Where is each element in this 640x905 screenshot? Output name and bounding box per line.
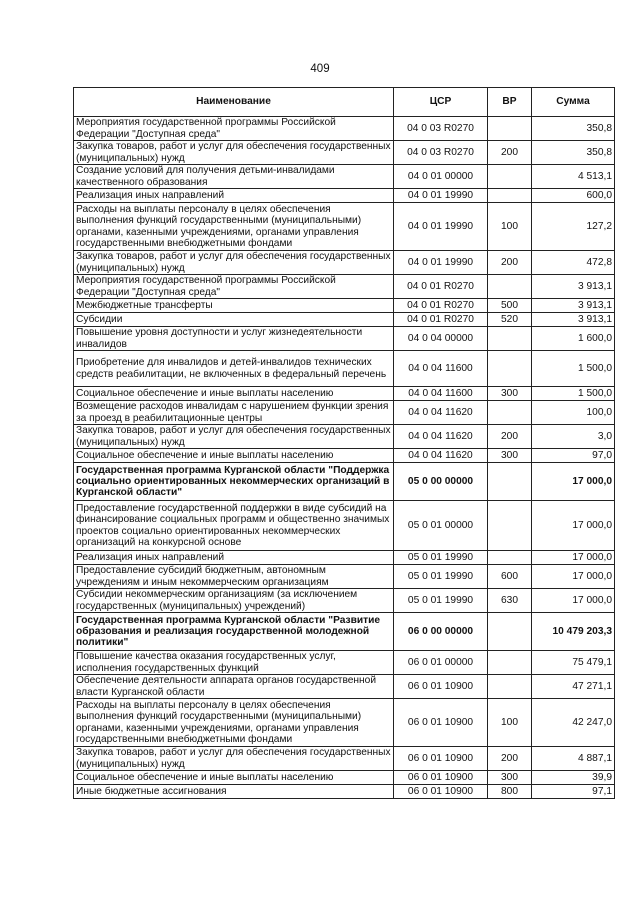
row-sum: 17 000,0 [532,565,615,589]
row-csr: 04 0 03 R0270 [394,117,488,141]
row-vr [488,463,532,501]
row-sum: 17 000,0 [532,501,615,551]
row-sum: 39,9 [532,771,615,785]
table-row [74,165,615,189]
row-csr: 06 0 01 10900 [394,675,488,699]
row-vr [488,551,532,565]
row-name: Реализация иных направлений [74,189,394,203]
table-row [74,425,615,449]
row-sum: 97,1 [532,785,615,799]
row-vr: 300 [488,387,532,401]
row-csr: 04 0 01 00000 [394,165,488,189]
table-row [74,589,615,613]
row-vr [488,189,532,203]
row-sum: 472,8 [532,251,615,275]
row-name: Создание условий для получения детьми-инвалидами качественного образования [74,165,394,189]
row-csr: 05 0 00 00000 [394,463,488,501]
row-csr: 06 0 01 00000 [394,651,488,675]
row-vr: 200 [488,425,532,449]
row-vr [488,327,532,351]
table-row [74,501,615,551]
row-sum: 97,0 [532,449,615,463]
row-csr: 04 0 03 R0270 [394,141,488,165]
row-vr: 100 [488,203,532,251]
table-row [74,351,615,387]
table-row [74,613,615,651]
row-csr: 04 0 04 11620 [394,401,488,425]
row-vr: 200 [488,251,532,275]
row-sum: 600,0 [532,189,615,203]
row-csr: 06 0 01 10900 [394,771,488,785]
row-name: Иные бюджетные ассигнования [74,785,394,799]
table-row [74,327,615,351]
row-name: Возмещение расходов инвалидам с нарушением функции зрения за проезд в реабилитационные центры [74,401,394,425]
row-csr: 06 0 01 10900 [394,747,488,771]
table-row [74,275,615,299]
table-row [74,189,615,203]
table-row [74,651,615,675]
row-name: Закупка товаров, работ и услуг для обеспечения государственных (муниципальных) нужд [74,141,394,165]
row-name: Мероприятия государственной программы Российской Федерации "Доступная среда" [74,275,394,299]
row-csr: 04 0 01 R0270 [394,313,488,327]
row-name: Субсидии [74,313,394,327]
row-vr [488,117,532,141]
row-csr: 04 0 01 19990 [394,251,488,275]
table-row [74,387,615,401]
table-row [74,747,615,771]
table-row [74,463,615,501]
row-csr: 04 0 04 11620 [394,425,488,449]
row-sum: 350,8 [532,117,615,141]
row-csr: 04 0 04 11600 [394,387,488,401]
row-csr: 04 0 01 19990 [394,203,488,251]
row-vr [488,401,532,425]
row-sum: 350,8 [532,141,615,165]
row-name: Расходы на выплаты персоналу в целях обеспечения выполнения функций государственными (муниципальными) органами, казенными учреждениями, органами управления государственными внебюджетными фондами [74,203,394,251]
row-vr [488,275,532,299]
row-name: Предоставление субсидий бюджетным, автономным учреждениям и иным некоммерческим организациям [74,565,394,589]
row-sum: 3 913,1 [532,313,615,327]
row-name: Закупка товаров, работ и услуг для обеспечения государственных (муниципальных) нужд [74,251,394,275]
row-sum: 10 479 203,3 [532,613,615,651]
row-vr: 500 [488,299,532,313]
row-sum: 3,0 [532,425,615,449]
header-vr: ВР [488,88,532,117]
table-row [74,771,615,785]
row-csr: 06 0 01 10900 [394,785,488,799]
table-row [74,449,615,463]
row-name: Межбюджетные трансферты [74,299,394,313]
table-row [74,675,615,699]
row-vr [488,351,532,387]
row-name: Государственная программа Курганской области "Поддержка социально ориентированных некоммерческих организаций в Курганской области" [74,463,394,501]
row-name: Повышение уровня доступности и услуг жизнедеятельности инвалидов [74,327,394,351]
table-row [74,251,615,275]
row-csr: 05 0 01 19990 [394,551,488,565]
table-row [74,117,615,141]
table-row [74,203,615,251]
row-name: Реализация иных направлений [74,551,394,565]
row-sum: 42 247,0 [532,699,615,747]
row-name: Предоставление государственной поддержки в виде субсидий на финансирование социальных программ и общественно значимых проектов социально ориентированных некоммерческих организаций на конкурсной основе [74,501,394,551]
row-sum: 47 271,1 [532,675,615,699]
table-row [74,141,615,165]
table-row [74,401,615,425]
row-vr: 300 [488,449,532,463]
row-vr [488,165,532,189]
row-name: Социальное обеспечение и иные выплаты населению [74,449,394,463]
row-csr: 05 0 01 00000 [394,501,488,551]
row-name: Приобретение для инвалидов и детей-инвалидов технических средств реабилитации, не включенных в федеральный перечень [74,351,394,387]
row-name: Мероприятия государственной программы Российской Федерации "Доступная среда" [74,117,394,141]
row-name: Повышение качества оказания государственных услуг, исполнения государственных функций [74,651,394,675]
row-csr: 05 0 01 19990 [394,589,488,613]
row-sum: 1 500,0 [532,387,615,401]
row-vr [488,651,532,675]
row-csr: 04 0 01 R0270 [394,275,488,299]
row-sum: 1 600,0 [532,327,615,351]
row-vr: 630 [488,589,532,613]
row-sum: 1 500,0 [532,351,615,387]
row-vr [488,675,532,699]
header-csr: ЦСР [394,88,488,117]
row-vr: 300 [488,771,532,785]
row-sum: 4 513,1 [532,165,615,189]
row-vr: 200 [488,747,532,771]
row-csr: 04 0 01 R0270 [394,299,488,313]
table-row [74,313,615,327]
row-name: Закупка товаров, работ и услуг для обеспечения государственных (муниципальных) нужд [74,747,394,771]
row-sum: 17 000,0 [532,589,615,613]
row-sum: 4 887,1 [532,747,615,771]
row-name: Расходы на выплаты персоналу в целях обеспечения выполнения функций государственными (муниципальными) органами, казенными учреждениями, органами управления государственными внебюджетными фондами [74,699,394,747]
table-row [74,565,615,589]
row-name: Субсидии некоммерческим организациям (за исключением государственных (муниципальных) учреждений) [74,589,394,613]
row-csr: 04 0 01 19990 [394,189,488,203]
row-csr: 04 0 04 11620 [394,449,488,463]
table-row [74,785,615,799]
header-name: Наименование [74,88,394,117]
row-name: Закупка товаров, работ и услуг для обеспечения государственных (муниципальных) нужд [74,425,394,449]
row-csr: 06 0 00 00000 [394,613,488,651]
table-row [74,299,615,313]
page-number: 409 [310,63,330,75]
budget-table [73,87,615,799]
row-csr: 06 0 01 10900 [394,699,488,747]
row-name: Обеспечение деятельности аппарата органов государственной власти Курганской области [74,675,394,699]
row-vr: 100 [488,699,532,747]
row-csr: 04 0 04 00000 [394,327,488,351]
row-vr [488,501,532,551]
table-row [74,551,615,565]
row-sum: 17 000,0 [532,551,615,565]
row-sum: 3 913,1 [532,275,615,299]
row-vr: 200 [488,141,532,165]
row-sum: 75 479,1 [532,651,615,675]
row-sum: 127,2 [532,203,615,251]
row-vr: 800 [488,785,532,799]
row-csr: 05 0 01 19990 [394,565,488,589]
row-vr: 520 [488,313,532,327]
table-header-row [74,88,615,117]
row-sum: 17 000,0 [532,463,615,501]
row-sum: 100,0 [532,401,615,425]
header-sum: Сумма [532,88,615,117]
row-vr: 600 [488,565,532,589]
row-name: Социальное обеспечение и иные выплаты населению [74,771,394,785]
table-row [74,699,615,747]
row-name: Государственная программа Курганской области "Развитие образования и реализация государственной молодежной политики" [74,613,394,651]
row-vr [488,613,532,651]
row-name: Социальное обеспечение и иные выплаты населению [74,387,394,401]
row-sum: 3 913,1 [532,299,615,313]
row-csr: 04 0 04 11600 [394,351,488,387]
